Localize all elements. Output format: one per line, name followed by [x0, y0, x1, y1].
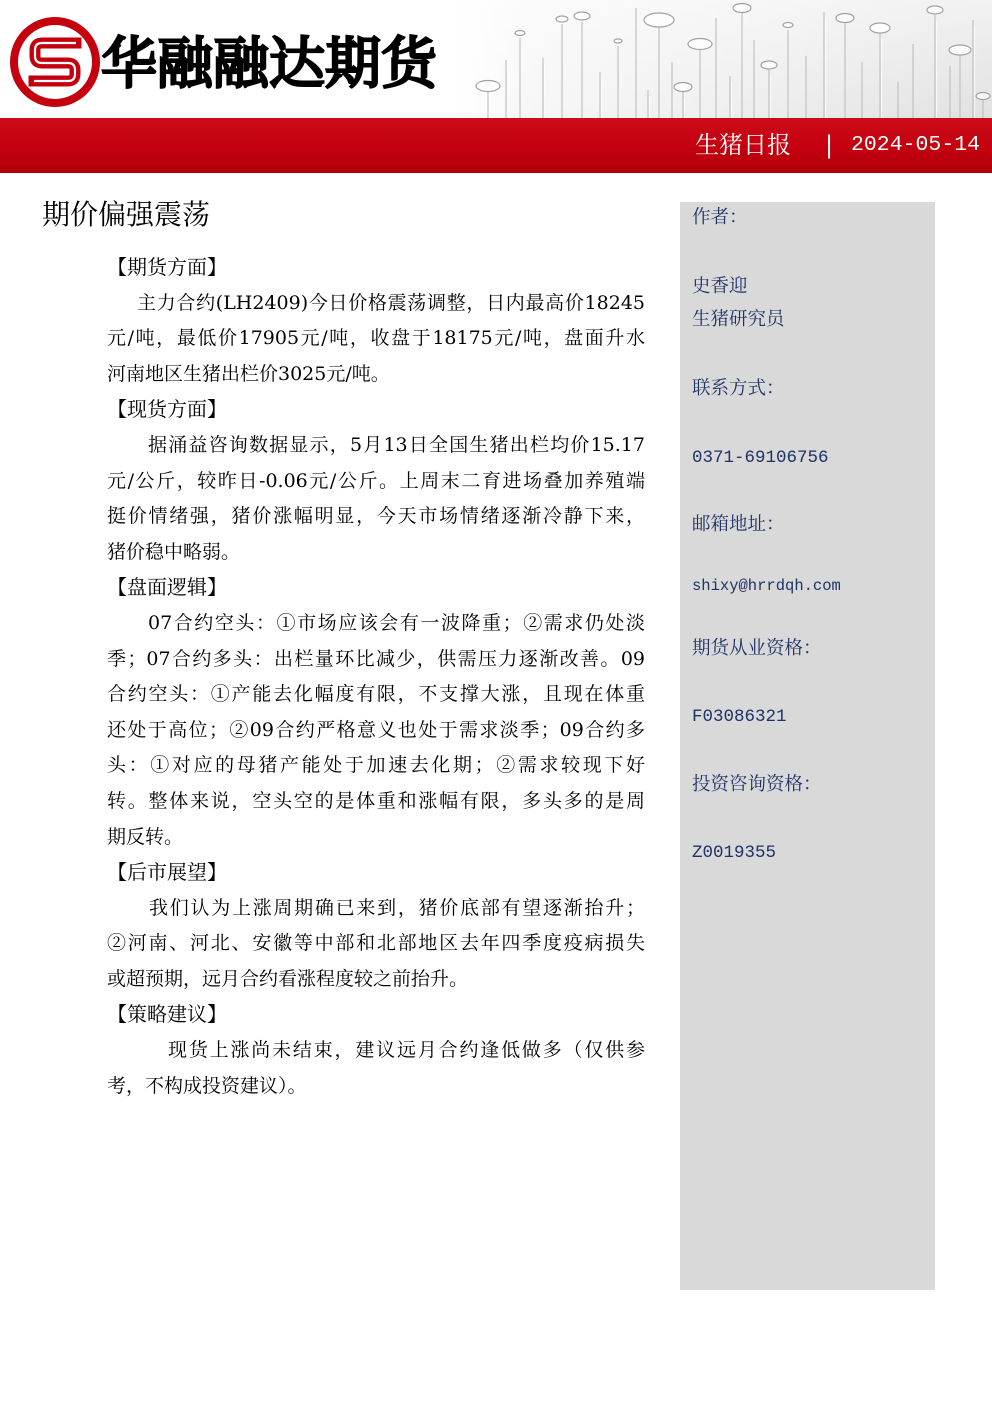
author-name: 史香迎: [692, 276, 748, 297]
email-label: 邮箱地址：: [692, 514, 785, 535]
report-body: [107, 250, 645, 1104]
section-heading: 【后市展望】: [107, 860, 227, 885]
report-header-band: [0, 118, 992, 173]
decorative-bulb: [614, 39, 622, 43]
section-heading: 【现货方面】: [107, 397, 227, 422]
decorative-bulb: [927, 6, 943, 14]
decorative-bulb: [783, 23, 793, 28]
paragraph-line: 河南地区生猪出栏价3025元/吨。: [107, 362, 390, 385]
futures-qualification-id: F03086321: [692, 707, 787, 727]
paragraph-line: 还处于高位；②09合约严格意义也处于需求淡季；09合约多: [107, 718, 645, 741]
paragraph-line: 季；07合约多头：出栏量环比减少，供需压力逐渐改善。09: [107, 647, 645, 670]
report-date: 2024-05-14: [851, 133, 981, 157]
decorative-bulb: [574, 12, 590, 20]
decorative-bulb: [476, 81, 500, 92]
paragraph-line: ②河南、河北、安徽等中部和北部地区去年四季度疫病损失: [107, 932, 645, 955]
decorative-banner-graphic: [458, 0, 992, 118]
decorative-bulb: [949, 45, 971, 55]
email-address: shixy@hrrdqh.com: [692, 577, 841, 595]
futures-qualification-label: 期货从业资格：: [692, 638, 822, 659]
paragraph-line: 07合约空头：①市场应该会有一波降重；②需求仍处淡: [148, 611, 645, 634]
section-heading: 【期货方面】: [107, 255, 227, 279]
section-strategy: [107, 997, 645, 1104]
paragraph-line: 我们认为上涨周期确已来到，猪价底部有望逐渐抬升；: [149, 896, 645, 919]
paragraph-line: 期反转。: [107, 825, 184, 848]
report-title: 期价偏强震荡: [42, 198, 211, 231]
section-market-logic: [107, 570, 645, 855]
decorative-bulb: [733, 4, 751, 13]
paragraph-line: 猪价稳中略弱。: [107, 540, 241, 563]
section-spot: [107, 392, 645, 570]
paragraph-line: 主力合约(LH2409)今日价格震荡调整，日内最高价18245: [137, 291, 645, 314]
author-role: 生猪研究员: [692, 309, 785, 330]
paragraph-line: 元/公斤，较昨日-0.06元/公斤。上周末二育进场叠加养殖端: [107, 469, 645, 492]
paragraph-line: 现货上涨尚未结束，建议远月合约逢低做多（仅供参: [168, 1039, 645, 1062]
paragraph-line: 考，不构成投资建议）。: [107, 1074, 307, 1097]
company-logo-icon: [5, 12, 105, 112]
paragraph-line: 据涌益咨询数据显示，5月13日全国生猪出栏均价15.17: [148, 433, 645, 456]
decorative-bulb: [556, 16, 568, 22]
contact-label: 联系方式：: [692, 378, 785, 399]
paragraph-line: 合约空头：①产能去化幅度有限，不支撑大涨，且现在体重: [107, 683, 645, 706]
header-separator: |: [825, 131, 834, 159]
decorative-bulb: [976, 93, 990, 100]
decorative-bulb: [644, 13, 674, 27]
consulting-qualification-label: 投资咨询资格：: [692, 774, 822, 795]
author-label: 作者：: [692, 207, 748, 228]
paragraph-line: 转。整体来说，空头空的是体重和涨幅有限，多头多的是周: [107, 789, 645, 812]
brand-name: 华融融达期货: [101, 32, 437, 97]
decorative-bulb: [870, 23, 890, 33]
section-futures: [107, 250, 645, 392]
author-sidebar: [680, 202, 935, 1290]
banner-highlight: [458, 0, 992, 118]
section-heading: 【策略建议】: [107, 1002, 227, 1027]
section-heading: 【盘面逻辑】: [107, 575, 227, 600]
consulting-qualification-id: Z0019355: [692, 843, 777, 863]
paragraph-line: 元/吨，最低价17905元/吨，收盘于18175元/吨，盘面升水: [107, 327, 645, 350]
decorative-bulb: [515, 31, 525, 36]
decorative-bulb: [688, 39, 712, 50]
paragraph-line: 或超预期，远月合约看涨程度较之前抬升。: [107, 967, 469, 990]
decorative-bulb: [674, 83, 692, 92]
section-outlook: [107, 855, 645, 997]
decorative-bulb: [836, 14, 854, 23]
contact-phone: 0371-69106756: [692, 448, 829, 468]
paragraph-line: 挺价情绪强，猪价涨幅明显，今天市场情绪逐渐冷静下来，: [107, 505, 645, 528]
report-type: 生猪日报: [695, 131, 791, 159]
decorative-bulb: [761, 61, 777, 69]
paragraph-line: 头：①对应的母猪产能处于加速去化期；②需求较现下好: [107, 754, 645, 777]
